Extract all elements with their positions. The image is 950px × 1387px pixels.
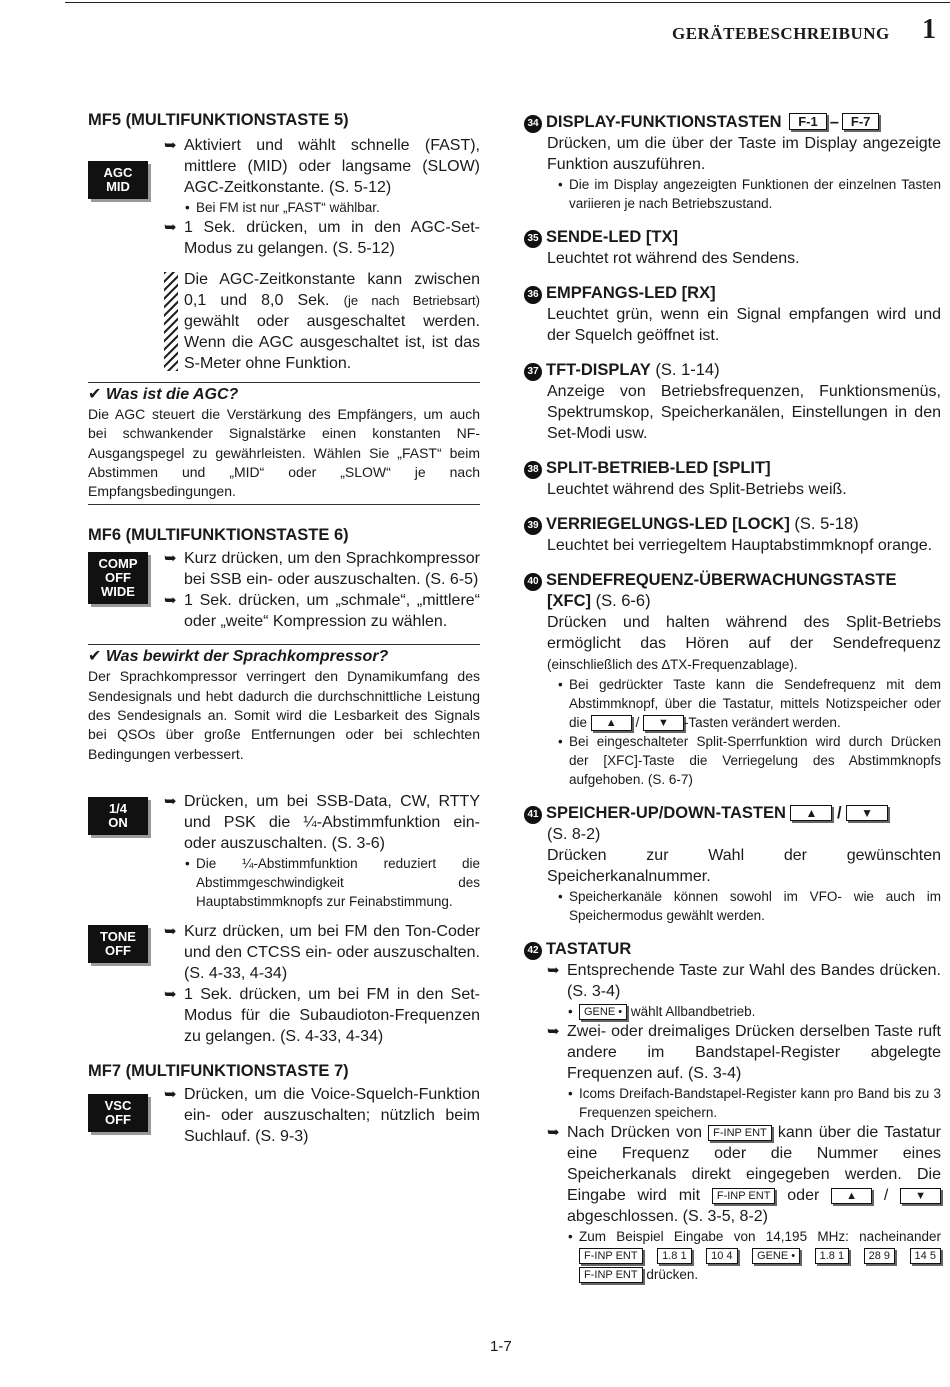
mf6-heading: MF6 (MULTIFUNKTIONSTASTE 6) (88, 526, 349, 545)
f1-key[interactable]: F-1 (789, 113, 827, 130)
arrow-icon: ➥ (164, 592, 177, 610)
tone-block (88, 921, 480, 1047)
quarter-bullet: ➥ Drücken, um bei SSB-Data, CW, RTTY und PSK die ¼-Abstimmfunktion ein- oder auszuschalten. (S. 3-6) (164, 792, 480, 852)
arrow-icon: ➥ (547, 1124, 560, 1141)
section-38-text: Leuchtet während des Split-Betriebs weiß. (547, 481, 847, 498)
vsc-key[interactable]: VSC OFF (88, 1094, 148, 1132)
finp-key[interactable]: F-INP ENT (579, 1248, 643, 1264)
mf6-bullet-1: ➥ Kurz drücken, um den Sprachkompressor bei SSB ein- oder auszuschalten. (S. 6-5) (164, 550, 480, 589)
arrow-icon: ➥ (164, 1085, 177, 1103)
s42-bullet-3: ➥ Nach Drücken von F-INP ENT kann über die Tastatur eine Frequenz oder die Nummer eines Speicherkanals direkt eingegeben werden. Die Eingabe wird mit F-INP ENT oder ▲ / ▼ abgeschlossen. (S. 3-5, 8-2) (547, 1124, 941, 1225)
gene-key[interactable]: GENE • (579, 1004, 627, 1020)
finp-key[interactable]: F-INP ENT (712, 1188, 776, 1204)
tone-bullet-1: ➥ Kurz drücken, um bei FM den Ton-Coder und den CTCSS ein- oder auszuschalten. (S. 4-33, 4-34) (164, 922, 480, 982)
mf5-bullet-2: ➥ 1 Sek. drücken, um in den AGC-Set-Modus zu gelangen. (S. 5-12) (164, 219, 480, 257)
mf7-bullet: ➥ Drücken, um die Voice-Squelch-Funktion ein- oder auszuschalten; nützlich beim Suchlauf. (S. 9-3) (164, 1085, 480, 1145)
comp-key[interactable]: COMP OFF WIDE (88, 552, 148, 604)
mf5-block (88, 135, 480, 374)
chapter-number: 1 (922, 14, 936, 45)
number-badge: 39 (524, 517, 542, 535)
number-badge: 41 (524, 806, 542, 824)
memory-down-key[interactable]: ▼ (846, 805, 888, 821)
section-35-text: Leuchtet rot während des Sendens. (547, 250, 800, 267)
section-34: 34 DISPLAY-FUNKTIONSTASTEN F-1 – F-7 Drücken, um die über der Taste im Display angezeigte Funktion auszuführen. • Die im Display angezeigten Funktionen der einzelnen Tasten variieren je nach Betriebszustand. (524, 112, 941, 213)
key-28[interactable]: 28 9 (864, 1248, 895, 1264)
gene-key[interactable]: GENE • (752, 1248, 800, 1264)
section-34-text: Drücken, um die über der Taste im Display angezeigte Funktion auszuführen. (547, 135, 941, 173)
section-37: 37 TFT-DISPLAY (S. 1-14) Anzeige von Betriebsfrequenzen, Funktionsmenüs, Spektrumskop, Speicherkanälen, Einstellungen in den Set-Modi usw. (524, 360, 941, 444)
number-badge: 36 (524, 286, 542, 304)
section-39-text: Leuchtet bei verriegeltem Hauptabstimmknopf orange. (547, 537, 933, 554)
number-badge: 34 (524, 115, 542, 133)
comp-info-title: ✔ Was bewirkt der Sprachkompressor? (88, 644, 480, 667)
quarter-key[interactable]: 1/4 ON (88, 797, 148, 835)
down-key[interactable]: ▼ (900, 1188, 941, 1204)
arrow-icon: ➥ (164, 985, 177, 1003)
number-badge: 40 (524, 573, 542, 591)
mf5-heading: MF5 (MULTIFUNKTIONSTASTE 5) (88, 111, 349, 129)
right-column (524, 112, 941, 1298)
mf7-block (88, 1084, 480, 1147)
key-1-8[interactable]: 1.8 1 (815, 1248, 849, 1264)
finp-key[interactable]: F-INP ENT (708, 1125, 772, 1141)
section-36-text: Leuchtet grün, wenn ein Signal empfangen wird und der Squelch geöffnet ist. (547, 306, 941, 344)
mf7-heading: MF7 (MULTIFUNKTIONSTASTE 7) (88, 1061, 349, 1080)
s42-sub-1: • GENE • wählt Allbandbetrieb. (567, 1002, 941, 1021)
section-39: 39 VERRIEGELUNGS-LED [LOCK] (S. 5-18) Leuchtet bei verriegeltem Hauptabstimmknopf orange. (524, 514, 941, 556)
agc-info-title: ✔ Was ist die AGC? (88, 382, 480, 405)
number-badge: 42 (524, 942, 542, 960)
section-40: 40 SENDEFREQUENZ-ÜBERWACHUNGSTASTE [XFC] (S. 6-6) Drücken und halten während des Split-Betriebs ermöglicht das Hören auf der Sendefrequenz (einschließlich des ∆TX-Frequenzablage). • Bei gedrückter Taste kann die Sendefrequenz mit dem Abstimmknopf, über die Tastatur, mittels Notizspeicher oder die ▲ / ▼ -Tasten verändert werden. • Bei eingeschalteter Split-Sperrfunktion wird durch Drücken der [XFC]-Taste die Verriegelung des Abstimmknopfs aufgehoben. (S. 6-7) (524, 570, 941, 789)
tone-key[interactable]: TONE OFF (88, 925, 148, 963)
number-badge: 35 (524, 230, 542, 248)
quarter-sub: • Die ¼-Abstimmfunktion reduziert die Abstimmgeschwindigkeit des Hauptabstimmknopfs zur Feinabstimmung. (184, 854, 480, 911)
section-34-sub: • Die im Display angezeigten Funktionen der einzelnen Tasten variieren je nach Betriebszustand. (557, 175, 941, 213)
s42-bullet-2: ➥ Zwei- oder dreimaliges Drücken derselben Taste ruft andere im Bandstapel-Register abgelegte Frequenzen auf. (S. 3-4) (547, 1023, 941, 1082)
page-number: 1-7 (490, 1338, 512, 1355)
mf6-bullet-2: ➥ 1 Sek. drücken, um „schmale“, „mittlere“ oder „weite“ Kompression zu wählen. (164, 592, 480, 631)
note-hatch-icon (164, 272, 178, 371)
section-36: 36 EMPFANGS-LED [RX] Leuchtet grün, wenn ein Signal empfangen wird und der Squelch geöffnet ist. (524, 283, 941, 346)
mf5-bullet-1: ➥ Aktiviert und wählt schnelle (FAST), mittlere (MID) oder langsame (SLOW) AGC-Zeitkonstante. (S. 5-12) (164, 137, 480, 196)
section-41: 41 SPEICHER-UP/DOWN-TASTEN ▲ / ▼ (S. 8-2) Drücken zur Wahl der gewünschten Speicherkanalnummer. • Speicherkanäle können sowohl im VFO- wie auch im Speichermodus gewählt werden. (524, 803, 941, 925)
section-41-text: Drücken zur Wahl der gewünschten Speicherkanalnummer. (547, 847, 941, 885)
section-38: 38 SPLIT-BETRIEB-LED [SPLIT] Leuchtet während des Split-Betriebs weiß. (524, 458, 941, 500)
arrow-icon: ➥ (164, 219, 177, 236)
left-column (88, 110, 480, 1147)
mf6-block (88, 548, 480, 632)
section-40-sub-2: • Bei eingeschalteter Split-Sperrfunktion wird durch Drücken der [XFC]-Taste die Verriegelung des Abstimmknopfs aufgehoben. (S. 6-7) (557, 732, 941, 789)
s42-sub-2: • Icoms Dreifach-Bandstapel-Register kann pro Band bis zu 3 Frequenzen speichern. (567, 1084, 941, 1122)
arrow-icon: ➥ (164, 137, 177, 154)
agc-note: Die AGC-Zeitkonstante kann zwischen 0,1 und 8,0 Sek. (je nach Betriebsart) gewählt oder ausgeschaltet werden. Wenn die AGC ausgeschaltet ist, ist das S-Meter ohne Funktion. (164, 269, 480, 374)
section-35: 35 SENDE-LED [TX] Leuchtet rot während des Sendens. (524, 227, 941, 269)
mf5-sub: • Bei FM ist nur „FAST“ wählbar. (184, 198, 480, 217)
up-key[interactable]: ▲ (831, 1188, 872, 1204)
agc-info-body: Die AGC steuert die Verstärkung des Empfängers, um auch bei schwankender Signalstärke einen konstanten NF-Ausgangspegel zu gewährleisten. Wählen Sie „FAST“ beim Abstimmen und „MID“ oder „SLOW“ je nach Empfangsbedingungen. (88, 405, 480, 505)
arrow-icon: ➥ (547, 1023, 560, 1040)
key-14[interactable]: 14 5 (910, 1248, 941, 1264)
section-40-sub-1: • Bei gedrückter Taste kann die Sendefrequenz mit dem Abstimmknopf, über die Tastatur, mittels Notizspeicher oder die ▲ / ▼ -Tasten verändert werden. (557, 675, 941, 732)
f7-key[interactable]: F-7 (842, 113, 880, 130)
agc-key[interactable]: AGC MID (88, 161, 148, 199)
s42-example: • Zum Beispiel Eingabe von 14,195 MHz: nacheinander F-INP ENT 1.8 1 10 4 GENE • 1.8 1 28 9 14 5 F-INP ENT drücken. (567, 1227, 941, 1284)
number-badge: 38 (524, 461, 542, 479)
key-1-8[interactable]: 1.8 1 (657, 1248, 691, 1264)
section-41-sub: • Speicherkanäle können sowohl im VFO- wie auch im Speichermodus gewählt werden. (557, 887, 941, 925)
s42-bullet-1: ➥ Entsprechende Taste zur Wahl des Bandes drücken. (S. 3-4) (547, 962, 941, 1000)
quarter-block (88, 791, 480, 911)
arrow-icon: ➥ (164, 792, 177, 810)
top-rule (65, 2, 950, 3)
arrow-icon: ➥ (164, 550, 177, 568)
memory-up-key[interactable]: ▲ (790, 805, 832, 821)
section-40-text: Drücken und halten während des Split-Betriebs ermöglicht das Hören auf der Sendefrequenz (einschließlich des ∆TX-Frequenzablage). (547, 614, 941, 672)
number-badge: 37 (524, 363, 542, 381)
comp-info-body: Der Sprachkompressor verringert den Dynamikumfang des Sendesignals und hebt dadurch die durchschnittliche Leistung des Sendesignals an. Somit wird die Lesbarkeit des Signals bei QSOs über große Entfernungen oder bei schlechten Bedingungen verbessert. (88, 668, 480, 762)
running-header: GERÄTEBESCHREIBUNG (672, 24, 890, 43)
tone-bullet-2: ➥ 1 Sek. drücken, um bei FM in den Set-Modus für die Subaudioton-Frequenzen zu gelangen. (S. 4-33, 4-34) (164, 985, 480, 1045)
section-41-ref: (S. 8-2) (547, 826, 601, 843)
section-37-text: Anzeige von Betriebsfrequenzen, Funktionsmenüs, Spektrumskop, Speicherkanälen, Einstellungen in den Set-Modi usw. (547, 383, 941, 442)
arrow-icon: ➥ (547, 962, 560, 979)
down-key[interactable]: ▼ (643, 715, 684, 731)
finp-key[interactable]: F-INP ENT (579, 1267, 643, 1283)
arrow-icon: ➥ (164, 922, 177, 940)
key-10[interactable]: 10 4 (706, 1248, 737, 1264)
up-key[interactable]: ▲ (591, 715, 632, 731)
section-42: 42 TASTATUR ➥ Entsprechende Taste zur Wahl des Bandes drücken. (S. 3-4) • GENE • wählt Allbandbetrieb. ➥ Zwei- oder dreimaliges Drücken derselben Taste ruft andere im Bandstapel-Register abgelegte Frequenzen auf. (S. 3-4) • Icoms Dreifach-Bandstapel-Register kann pro Band bis zu 3 Frequenzen speichern. ➥ Nach Drücken von F-INP ENT kann über die Tastatur eine Frequenz oder die Nummer eines Speicherkanals direkt eingegeben werden. Die Eingabe wird mit F-INP ENT oder ▲ / ▼ abgeschlossen. (S. 3-5, 8-2) • Zum Beispiel Eingabe von 14,195 MHz: nacheinander F-INP ENT 1.8 1 10 4 GENE • 1.8 1 28 9 14 5 F-INP ENT drücken. (524, 939, 941, 1284)
